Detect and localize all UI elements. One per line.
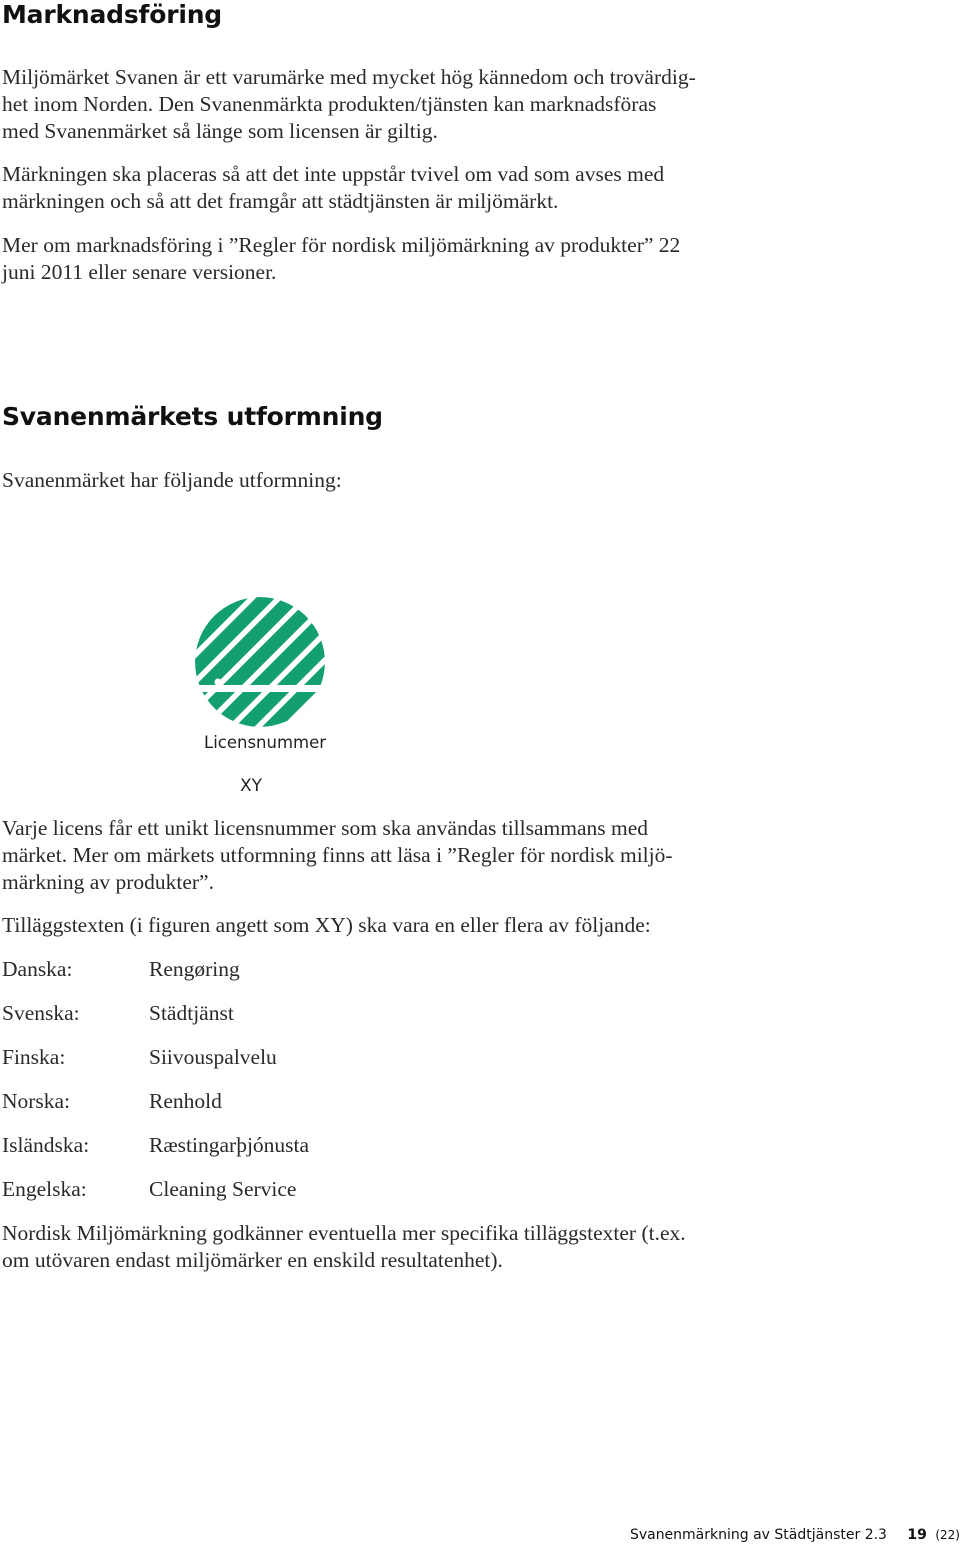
heading-marknadsforing: Marknadsföring bbox=[2, 0, 222, 29]
text-line: Mer om marknadsföring i ”Regler för nordisk miljömärkning av produkter” 22 bbox=[2, 233, 681, 257]
text-line: juni 2011 eller senare versioner. bbox=[2, 260, 277, 284]
language-text: Cleaning Service bbox=[149, 1177, 297, 1201]
footer-total-pages: (22) bbox=[935, 1528, 960, 1542]
language-name: Svenska: bbox=[2, 1001, 80, 1025]
license-suffix-xy: XY bbox=[240, 776, 263, 796]
paragraph-placement bbox=[2, 161, 664, 215]
language-text: Renhold bbox=[149, 1089, 222, 1113]
swan-logo-graphic bbox=[190, 570, 335, 810]
text-line: het inom Norden. Den Svanenmärkta produkten/tjänsten kan marknadsföras bbox=[2, 92, 657, 116]
paragraph-supplementary-text: Tilläggstexten (i figuren angett som XY) ska vara en eller flera av följande: bbox=[2, 913, 651, 937]
text-line: märkningen och så att det framgår att städtjänsten är miljömärkt. bbox=[2, 189, 559, 213]
language-row-finska bbox=[2, 1044, 702, 1071]
text-line: Nordisk Miljömärkning godkänner eventuella mer specifika tilläggstexter (t.ex. bbox=[2, 1221, 686, 1245]
language-text: Siivouspalvelu bbox=[149, 1045, 277, 1069]
text-line: Miljömärket Svanen är ett varumärke med mycket hög kännedom och trovärdig- bbox=[2, 65, 696, 89]
text-line: med Svanenmärket så länge som licensen är giltig. bbox=[2, 119, 438, 143]
language-row-islandska bbox=[2, 1132, 702, 1159]
language-row-engelska bbox=[2, 1176, 702, 1203]
paragraph-rules-reference bbox=[2, 232, 680, 286]
language-row-norska bbox=[2, 1088, 702, 1115]
paragraph-license-number bbox=[2, 815, 673, 896]
heading-svanenmarkets-utformning: Svanenmärkets utformning bbox=[2, 402, 383, 431]
swan-ecolabel-logo bbox=[190, 570, 335, 810]
language-name: Finska: bbox=[2, 1045, 66, 1069]
text-line: Varje licens får ett unikt licensnummer som ska användas tillsammans med bbox=[2, 816, 649, 840]
footer-page-number: 19 bbox=[907, 1527, 927, 1543]
page-footer bbox=[630, 1527, 960, 1543]
miljomarkt-arc-text bbox=[216, 570, 312, 574]
text-line: märkning av produkter”. bbox=[2, 870, 214, 894]
language-text: Städtjänst bbox=[149, 1001, 234, 1025]
language-name: Norska: bbox=[2, 1089, 71, 1113]
language-name: Engelska: bbox=[2, 1177, 87, 1201]
license-number-caption: Licensnummer bbox=[204, 733, 327, 752]
language-row-danska bbox=[2, 956, 702, 983]
text-line: märket. Mer om märkets utformning finns att läsa i ”Regler för nordisk miljö- bbox=[2, 843, 673, 867]
paragraph-specific-texts bbox=[2, 1220, 686, 1274]
language-name: Isländska: bbox=[2, 1133, 90, 1157]
footer-version: 2.3 bbox=[864, 1527, 887, 1543]
paragraph-design-intro: Svanenmärket har följande utformning: bbox=[2, 468, 342, 492]
language-text: Ræstingarþjónusta bbox=[149, 1133, 310, 1157]
paragraph-intro bbox=[2, 64, 696, 145]
text-line: om utövaren endast miljömärker en enskild resultatenhet). bbox=[2, 1248, 503, 1272]
language-row-svenska bbox=[2, 1000, 702, 1027]
language-text: Rengøring bbox=[149, 957, 240, 981]
footer-document-title: Svanenmärkning av Städtjänster bbox=[629, 1527, 861, 1543]
language-name: Danska: bbox=[2, 957, 73, 981]
text-line: Märkningen ska placeras så att det inte uppstår tvivel om vad som avses med bbox=[2, 162, 665, 186]
